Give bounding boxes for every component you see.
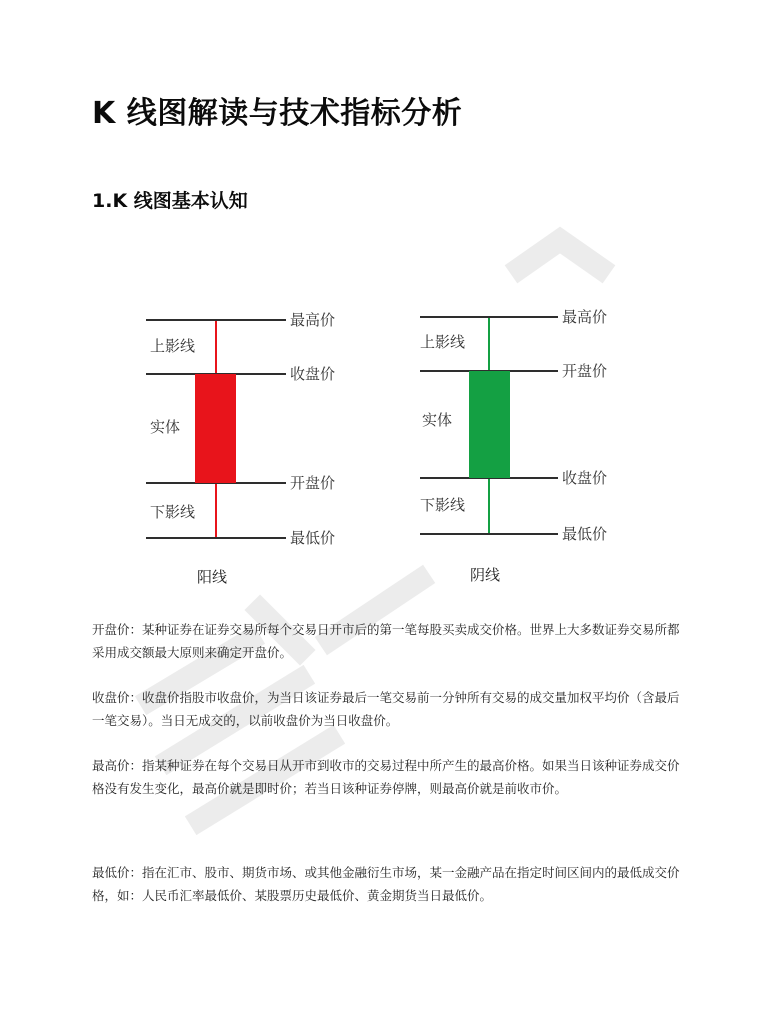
yin-candlestick — [420, 308, 607, 584]
yang-close-label: 收盘价 — [290, 365, 336, 383]
yang-caption: 阳线 — [197, 568, 228, 586]
yin-body — [469, 371, 510, 478]
yang-lower-shadow-label: 下影线 — [150, 503, 196, 521]
yin-body-label: 实体 — [422, 411, 453, 429]
yang-upper-shadow-label: 上影线 — [150, 337, 196, 355]
yang-body-label: 实体 — [150, 418, 181, 436]
document-title: K 线图解读与技术指标分析 — [92, 96, 463, 131]
yang-low-label: 最低价 — [290, 529, 336, 547]
paragraph-high-price: 最高价：指某种证券在每个交易日从开市到收市的交易过程中所产生的最高价格。如果当日该种证券成交价格没有发生变化，最高价就是即时价；若当日该种证券停牌，则最高价就是前收市价。 — [92, 758, 680, 796]
yin-lower-shadow-label: 下影线 — [420, 496, 466, 514]
yang-open-label: 开盘价 — [290, 474, 336, 492]
yang-candlestick — [146, 311, 335, 586]
yin-low-label: 最低价 — [562, 525, 608, 543]
candlestick-figure — [130, 300, 650, 600]
yang-body — [195, 374, 236, 483]
yin-high-label: 最高价 — [562, 308, 608, 326]
yin-upper-shadow-label: 上影线 — [420, 333, 466, 351]
paragraph-open-price: 开盘价：某种证券在证券交易所每个交易日开市后的第一笔每股买卖成交价格。世界上大多数证券交易所都采用成交额最大原则来确定开盘价。 — [92, 622, 680, 660]
paragraph-close-price: 收盘价：收盘价指股市收盘价，为当日该证券最后一笔交易前一分钟所有交易的成交量加权平均价（含最后一笔交易）。当日无成交的，以前收盘价为当日收盘价。 — [92, 690, 680, 728]
section-heading: 1.K 线图基本认知 — [92, 190, 248, 212]
yin-open-label: 开盘价 — [562, 362, 608, 380]
yin-close-label: 收盘价 — [562, 469, 608, 487]
yin-caption: 阴线 — [470, 566, 501, 584]
yang-high-label: 最高价 — [290, 311, 336, 329]
paragraph-low-price: 最低价：指在汇市、股市、期货市场、或其他金融衍生市场，某一金融产品在指定时间区间内的最低成交价格，如：人民币汇率最低价、某股票历史最低价、黄金期货当日最低价。 — [92, 865, 680, 903]
